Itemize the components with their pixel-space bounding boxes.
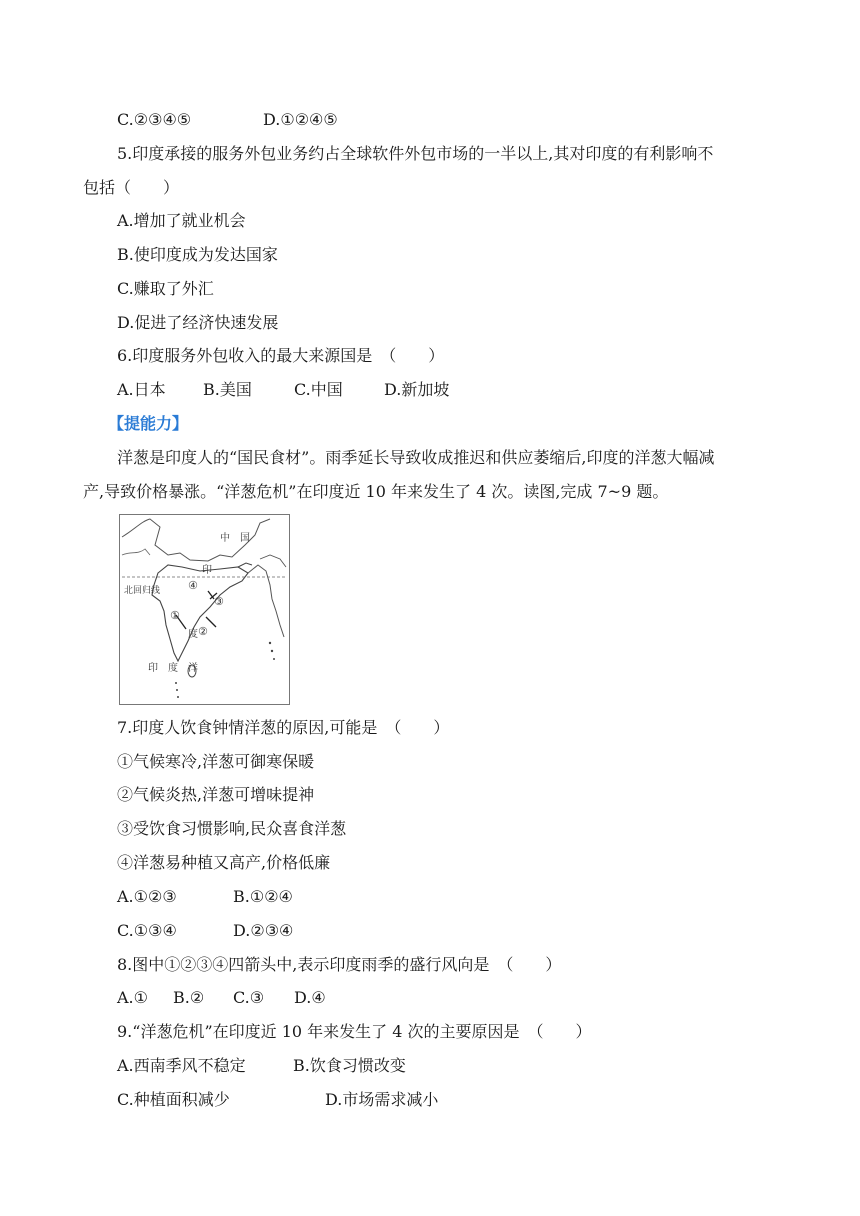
q5-stem-line1: 5.印度承接的服务外包业务约占全球软件外包市场的一半以上,其对印度的有利影响不 xyxy=(117,144,714,163)
q5-stem-line2: 包括（ ） xyxy=(83,178,180,197)
q9-option-a: A.西南季风不稳定 xyxy=(117,1056,246,1075)
map-marker-4: ④ xyxy=(188,579,198,592)
q7-stem: 7.印度人饮食钟情洋葱的原因,可能是 （ ） xyxy=(117,718,450,737)
q9-options-row-1 xyxy=(117,1055,406,1077)
q8-options-row xyxy=(117,987,326,1009)
map-marker-2: ② xyxy=(198,625,208,638)
q6-option-c: C.中国 xyxy=(294,380,343,399)
q9-option-b: B.饮食习惯改变 xyxy=(293,1056,406,1075)
q4-option-d: D.①②④⑤ xyxy=(263,110,338,129)
andaman-island-dot xyxy=(273,658,275,660)
q9-options-row-2 xyxy=(117,1089,439,1111)
section-title: 【提能力】 xyxy=(108,414,189,433)
andaman-island-dot xyxy=(271,650,273,652)
q7-option-d: D.②③④ xyxy=(233,921,294,940)
q6-stem: 6.印度服务外包收入的最大来源国是 （ ） xyxy=(117,346,445,365)
q5-option-a: A.增加了就业机会 xyxy=(117,211,246,230)
q9-option-c: C.种植面积减少 xyxy=(117,1090,230,1109)
q4-option-c: C.②③④⑤ xyxy=(117,110,192,129)
maldives-dot xyxy=(177,696,179,698)
q9-stem: 9.“洋葱危机”在印度近 10 年来发生了 4 次的主要原因是 （ ） xyxy=(117,1022,592,1041)
q6-option-d: D.新加坡 xyxy=(384,380,450,399)
maldives-dot xyxy=(175,682,177,684)
q7-statement-2: ②气候炎热,洋葱可增味提神 xyxy=(117,785,315,804)
q7-option-a: A.①②③ xyxy=(117,887,177,906)
q8-option-b: B.② xyxy=(173,988,205,1007)
q7-option-c: C.①③④ xyxy=(117,921,177,940)
q5-option-b: B.使印度成为发达国家 xyxy=(117,245,278,264)
andaman-island-dot xyxy=(269,642,271,644)
q4-options-row xyxy=(117,109,338,131)
map-label-tropic: 北回归线 xyxy=(124,586,161,596)
india-outline xyxy=(152,565,248,661)
q7-options-row-1 xyxy=(117,886,293,908)
map-label-du: 度 xyxy=(188,629,198,640)
q5-option-c: C.赚取了外汇 xyxy=(117,279,214,298)
q5-option-d: D.促进了经济快速发展 xyxy=(117,313,279,332)
map-marker-1: ① xyxy=(170,609,180,622)
map-label-china: 中 国 xyxy=(220,533,250,544)
eastern-coast-line xyxy=(248,565,284,637)
maldives-dot xyxy=(176,689,178,691)
india-map xyxy=(119,514,290,705)
q8-option-d: D.④ xyxy=(294,988,326,1007)
q7-statement-1: ①气候寒冷,洋葱可御寒保暖 xyxy=(117,752,315,771)
map-marker-3: ③ xyxy=(214,595,224,608)
q8-option-c: C.③ xyxy=(233,988,265,1007)
q7-statement-4: ④洋葱易种植又高产,价格低廉 xyxy=(117,853,331,872)
bengal-coast-line xyxy=(238,563,252,567)
intro-line1: 洋葱是印度人的“国民食材”。雨季延长导致收成推迟和供应萎缩后,印度的洋葱大幅减 xyxy=(117,448,715,467)
intro-line2: 产,导致价格暴涨。“洋葱危机”在印度近 10 年来发生了 4 次。读图,完成 7~9 题。 xyxy=(83,482,669,501)
q7-option-b: B.①②④ xyxy=(233,887,293,906)
india-map-drawing xyxy=(120,515,288,703)
q7-options-row-2 xyxy=(117,920,294,942)
q8-option-a: A.① xyxy=(117,988,148,1007)
q9-option-d: D.市场需求减小 xyxy=(325,1090,439,1109)
q6-option-b: B.美国 xyxy=(203,380,252,399)
west-border-line xyxy=(122,549,150,555)
q6-option-a: A.日本 xyxy=(117,380,166,399)
map-label-ocean: 印 度 洋 xyxy=(148,663,198,674)
q7-statement-3: ③受饮食习惯影响,民众喜食洋葱 xyxy=(117,819,347,838)
map-label-yin: 印 xyxy=(202,565,212,576)
east-border-line xyxy=(260,555,286,567)
q8-stem: 8.图中①②③④四箭头中,表示印度雨季的盛行风向是 （ ） xyxy=(117,955,562,974)
q6-options-row xyxy=(117,379,450,401)
